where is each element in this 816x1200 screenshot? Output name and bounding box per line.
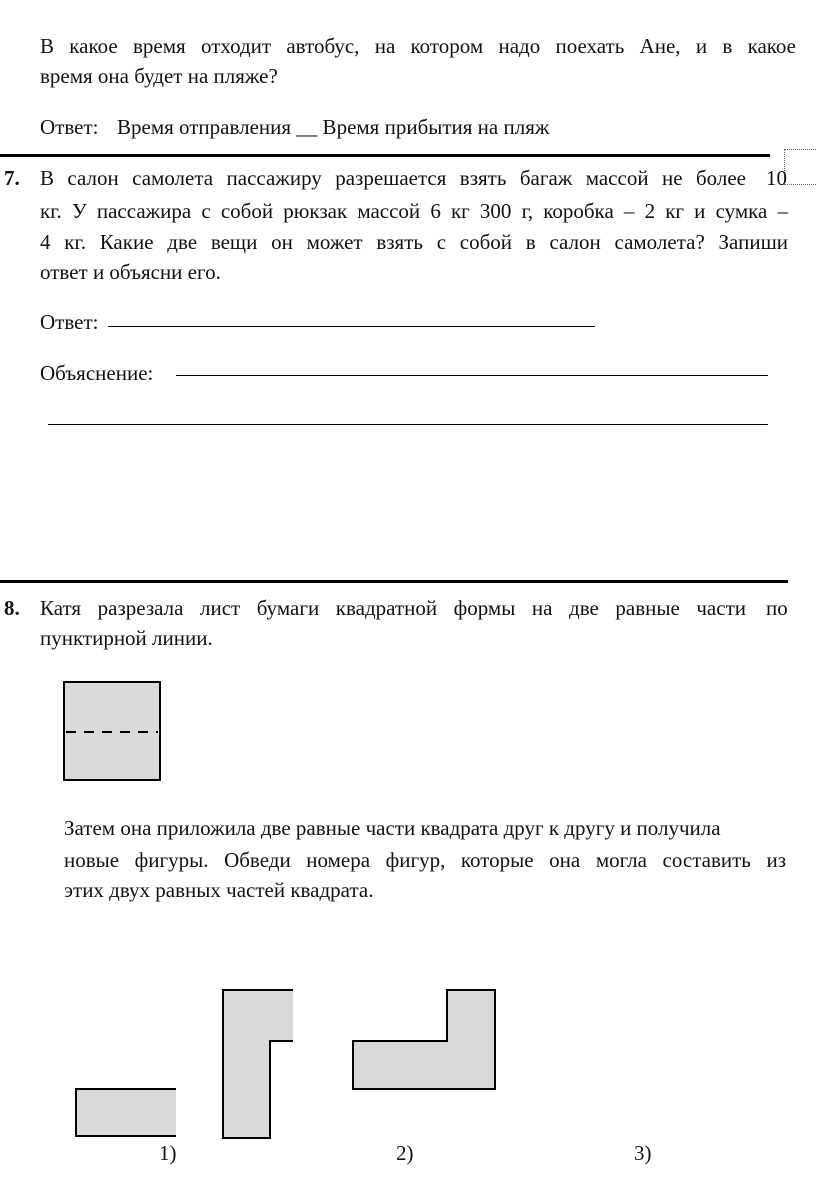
- task8-number: 8.: [4, 596, 20, 620]
- task7-explanation-label: Объяснение:: [40, 361, 154, 385]
- intro-answer-label: Ответ:: [40, 115, 99, 139]
- task7-number: 7.: [4, 166, 20, 190]
- shape-1: [76, 1089, 176, 1136]
- task7-text-line1-tail: 10: [766, 166, 787, 190]
- figure-label-2[interactable]: 2): [396, 1141, 414, 1165]
- task7-text-line2: кг. У пассажира с собой рюкзак массой 6 кг 300 г, коробка – 2 кг и сумка –: [40, 199, 788, 223]
- task8-text-line2: пунктирной линии.: [40, 626, 213, 650]
- task7-answer-label: Ответ:: [40, 310, 99, 334]
- task7-text-line1: В салон самолета пассажиру разрешается взять багаж массой не более: [40, 166, 746, 190]
- task8-p2-line2: новые фигуры. Обведи номера фигур, которые она могла составить из: [64, 848, 786, 872]
- task7-text-line4: ответ и объясни его.: [40, 260, 221, 284]
- task7-text-line3: 4 кг. Какие две вещи он может взять с собой в салон самолета? Запиши: [40, 230, 788, 254]
- figure-label-3[interactable]: 3): [634, 1141, 652, 1165]
- task8-text-line1-tail: по: [766, 596, 788, 620]
- task8-text-line1: Катя разрезала лист бумаги квадратной формы на две равные части: [40, 596, 746, 620]
- task8-p2-line3: этих двух равных частей квадрата.: [64, 878, 374, 902]
- shape-2: [223, 990, 293, 1138]
- cut-square-figure: [64, 682, 160, 780]
- intro-answer-text: Время отправления __ Время прибытия на пляж: [117, 115, 550, 139]
- intro-question-line2: время она будет на пляже?: [40, 64, 278, 88]
- intro-question-line1: В какое время отходит автобус, на котором надо поехать Ане, и в какое: [40, 34, 796, 58]
- task8-p2-line1: Затем она приложила две равные части квадрата друг к другу и получила: [64, 816, 721, 840]
- shape-3: [353, 990, 495, 1089]
- figure-label-1[interactable]: 1): [159, 1141, 177, 1165]
